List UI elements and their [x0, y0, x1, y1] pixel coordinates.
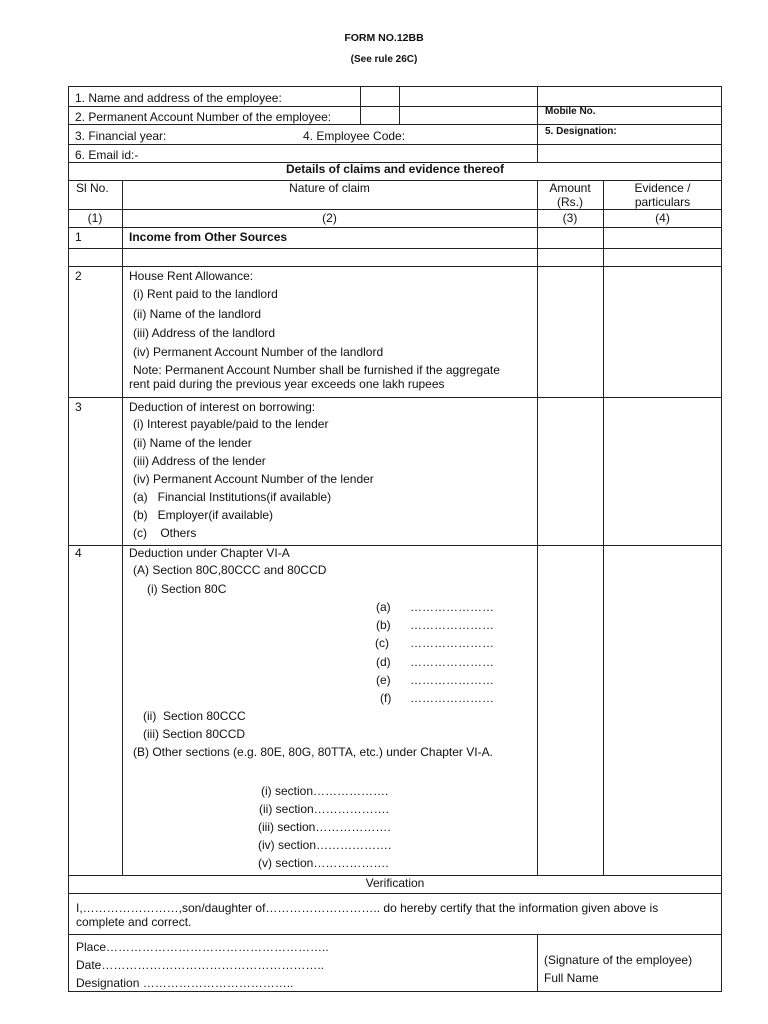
- employee-code-label: 4. Employee Code:: [303, 129, 406, 143]
- row-line: [68, 266, 722, 267]
- col-line: [360, 86, 361, 124]
- row-line: [68, 227, 722, 228]
- list-item: (iii) Address of the landlord: [133, 326, 276, 340]
- certification-text: I,……………………,son/daughter of……………………….. do hereby certify that the information given above is: [76, 901, 659, 915]
- col-number: (3): [562, 211, 578, 225]
- section-blank: (i) section……………….: [261, 784, 389, 798]
- col-line: [399, 86, 400, 124]
- sub-item-dots: …………………: [410, 691, 494, 705]
- list-item: (a) Financial Institutions(if available): [133, 490, 332, 504]
- list-item: (b) Employer(if available): [133, 508, 274, 522]
- sub-item-letter: (f): [380, 691, 392, 705]
- sub-item-letter: (b): [376, 618, 391, 632]
- section-number: 3: [75, 400, 82, 414]
- sub-item-letter: (c): [375, 636, 389, 650]
- col-sl-header: Sl No.: [76, 181, 109, 195]
- sub-item-letter: (e): [376, 673, 391, 687]
- col-line: [537, 934, 538, 992]
- section-number: 1: [75, 230, 82, 244]
- list-item: (iv) Permanent Account Number of the lender: [133, 472, 374, 486]
- row-line: [68, 106, 722, 107]
- col-nature-header: Nature of claim: [289, 181, 370, 195]
- sub-item-dots: …………………: [410, 636, 494, 650]
- section-blank: (ii) section……………….: [259, 802, 390, 816]
- section-number: 2: [75, 269, 82, 283]
- list-item: (iii) Address of the lender: [133, 454, 266, 468]
- claims-heading: Details of claims and evidence thereof: [285, 162, 505, 176]
- email-label: 6. Email id:-: [75, 148, 139, 162]
- col-evidence-header: Evidence /: [634, 181, 691, 195]
- list-item: (B) Other sections (e.g. 80E, 80G, 80TTA, etc.) under Chapter VI-A.: [133, 745, 493, 759]
- name-address-label: 1. Name and address of the employee:: [75, 91, 282, 105]
- row-line: [68, 893, 722, 894]
- financial-year-label: 3. Financial year:: [75, 129, 167, 143]
- date-field: Date………………………………………………..: [76, 958, 325, 972]
- section-title-hra: House Rent Allowance:: [129, 269, 254, 283]
- verification-heading: Verification: [365, 876, 425, 890]
- list-item: (iv) Permanent Account Number of the landlord: [133, 345, 384, 359]
- col-number: (2): [322, 211, 337, 225]
- col-evidence-header-2: particulars: [634, 195, 691, 209]
- hra-note: Note: Permanent Account Number shall be furnished if the aggregate: [133, 363, 500, 377]
- col-amount-unit: (Rs.): [557, 195, 583, 209]
- mobile-label: Mobile No.: [545, 106, 596, 117]
- list-item: (ii) Section 80CCC: [143, 709, 246, 723]
- col-line: [122, 180, 123, 875]
- row-line: [68, 124, 722, 125]
- row-line: [68, 248, 722, 249]
- section-title-interest: Deduction of interest on borrowing:: [129, 400, 316, 414]
- section-blank: (iv) section……………….: [258, 838, 392, 852]
- list-item: (iii) Section 80CCD: [143, 727, 246, 741]
- row-line: [68, 934, 722, 935]
- list-item: (ii) Name of the landlord: [133, 307, 262, 321]
- section-blank: (iii) section……………….: [258, 820, 391, 834]
- list-item: (A) Section 80C,80CCC and 80CCD: [133, 563, 327, 577]
- sub-item-letter: (d): [376, 655, 391, 669]
- row-line: [68, 397, 722, 398]
- col-number: (4): [655, 211, 670, 225]
- row-line: [68, 209, 722, 210]
- certification-text-2: complete and correct.: [76, 915, 192, 929]
- section-blank: (v) section……………….: [258, 856, 389, 870]
- sub-item-letter: (a): [376, 600, 391, 614]
- sub-item-dots: …………………: [410, 673, 494, 687]
- col-amount-header: Amount: [549, 181, 591, 195]
- col-line: [603, 180, 604, 875]
- col-line: [537, 86, 538, 162]
- section-title-chapter-via: Deduction under Chapter VI-A: [129, 546, 290, 560]
- signature-label: (Signature of the employee): [544, 953, 693, 967]
- full-name-label: Full Name: [544, 971, 599, 985]
- designation-field: Designation ………………………………..: [76, 976, 294, 990]
- hra-note-2: rent paid during the previous year exceeds one lakh rupees: [129, 377, 445, 391]
- list-item: (i) Rent paid to the landlord: [133, 287, 278, 301]
- section-number: 4: [75, 546, 82, 560]
- col-number: (1): [87, 211, 103, 225]
- list-item: (i) Interest payable/paid to the lender: [133, 417, 329, 431]
- list-item: (ii) Name of the lender: [133, 436, 252, 450]
- sub-item-dots: …………………: [410, 600, 494, 614]
- form-subtitle: (See rule 26C): [350, 54, 418, 65]
- form-title: FORM NO.12BB: [344, 32, 424, 44]
- designation-label: 5. Designation:: [545, 126, 617, 137]
- place-field: Place………………………………………………..: [76, 940, 329, 954]
- list-item: (c) Others: [133, 526, 197, 540]
- list-item: (i) Section 80C: [147, 582, 227, 596]
- sub-item-dots: …………………: [410, 618, 494, 632]
- section-title-income: Income from Other Sources: [129, 230, 288, 244]
- sub-item-dots: …………………: [410, 655, 494, 669]
- col-line: [537, 180, 538, 875]
- pan-label: 2. Permanent Account Number of the employee:: [75, 110, 332, 124]
- row-line: [68, 144, 722, 145]
